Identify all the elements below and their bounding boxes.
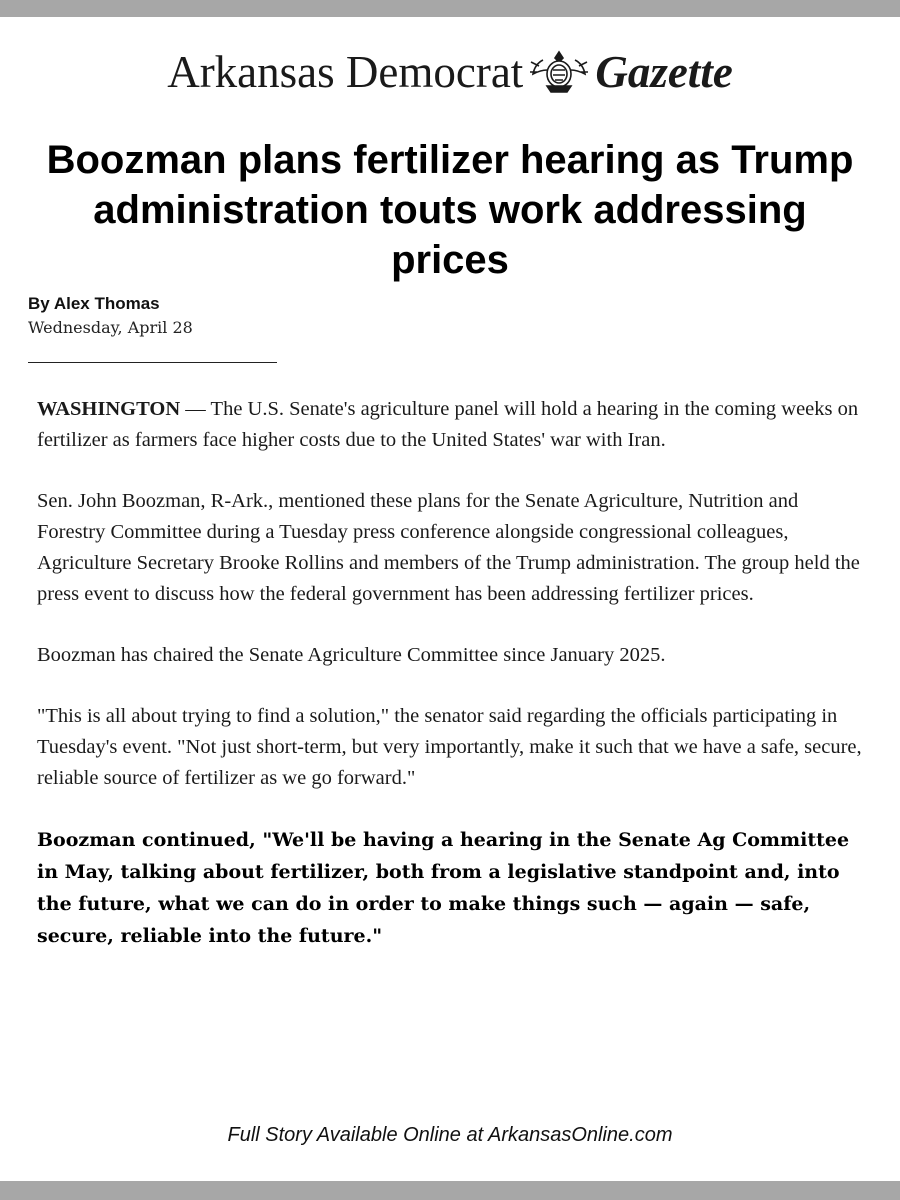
top-frame-bar: [0, 0, 900, 17]
bottom-frame-bar: [0, 1181, 900, 1200]
byline: By Alex Thomas: [28, 294, 160, 313]
article-pull-quote: Boozman continued, "We'll be having a hearing in the Senate Ag Committee in May, talking about fertilizer, both from a legislative standpoint and, into the future, what we can do in order to make things such — again — safe, secure, reliable into the future.": [37, 829, 850, 947]
article-paragraph: "This is all about trying to find a solution," the senator said regarding the officials participating in Tuesday's event. "Not just short-term, but very importantly, make it such that we have a safe, secure, reliable source of fertilizer as we go forward.": [37, 705, 862, 789]
paragraph-text: — The U.S. Senate's agriculture panel will hold a hearing in the coming weeks on fertilizer as farmers face higher costs due to the United States' war with Iran.: [37, 398, 859, 451]
article-paragraph: Boozman has chaired the Senate Agriculture Committee since January 2025.: [37, 644, 666, 666]
article-paragraph: [37, 394, 867, 456]
article-paragraph: Sen. John Boozman, R-Ark., mentioned these plans for the Senate Agriculture, Nutrition and Forestry Committee during a Tuesday press conference alongside congressional colleagues, Agriculture Secretary Brooke Rollins and members of the Trump administration. The group held the press event to discuss how the federal government has been addressing fertilizer prices.: [37, 490, 860, 605]
publish-date: Wednesday, April 28: [28, 318, 193, 337]
article-body: [37, 394, 867, 982]
masthead-name-right: Gazette: [595, 46, 733, 97]
byline-divider: [28, 362, 277, 363]
masthead-name-left: Arkansas Democrat: [167, 46, 524, 97]
full-story-link[interactable]: Full Story Available Online at ArkansasOnline.com: [227, 1124, 673, 1146]
masthead: [0, 48, 900, 96]
article-headline: Boozman plans fertilizer hearing as Trump administration touts work addressing prices: [46, 138, 854, 282]
newspaper-seal-icon: [529, 48, 589, 96]
dateline-location: WASHINGTON: [37, 398, 181, 420]
